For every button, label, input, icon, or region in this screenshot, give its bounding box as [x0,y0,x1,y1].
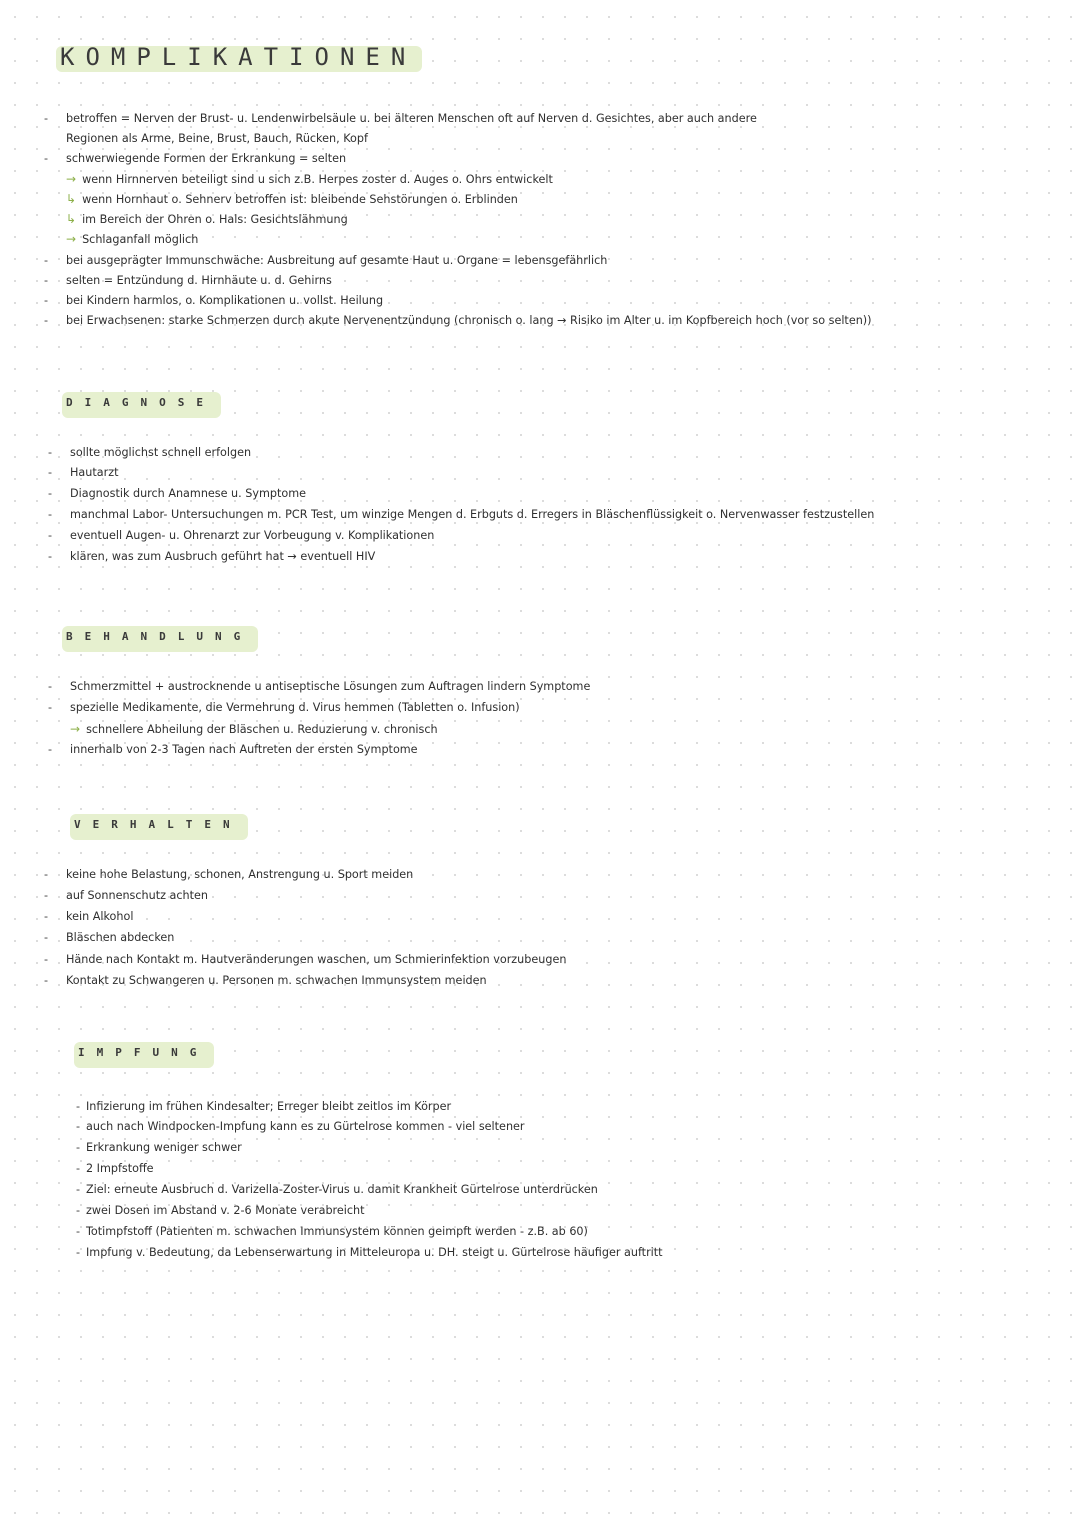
komplikationen-line-1: - betroffen = Nerven der Brust- u. Lendenwirbelsäule u. bei älteren Menschen oft auf Nerven d. Gesichtes, aber auch andere [66,112,757,126]
komplikationen-line-4-text: wenn Hirnnerven beteiligt sind u sich z.B. Herpes zoster d. Auges o. Ohrs entwickelt [82,173,553,186]
behandlung-line-3-text: schnellere Abheilung der Bläschen u. Reduzierung v. chronisch [86,723,438,736]
impfung-line-5: - Ziel: erneute Ausbruch d. Varizella-Zoster-Virus u. damit Krankheit Gürtelrose unterdrücken [86,1183,598,1197]
verhalten-line-5: - Hände nach Kontakt m. Hautveränderungen waschen, um Schmierinfektion vorzubeugen [66,953,566,967]
komplikationen-line-6-text: im Bereich der Ohren o. Hals: Gesichtslähmung [82,213,348,226]
diagnose-line-4: - manchmal Labor- Untersuchungen m. PCR Test, um winzige Mengen d. Erbguts d. Erregers in Bläschenflüssigkeit o. Nervenwasser festzustellen [70,508,874,522]
impfung-line-6: - zwei Dosen im Abstand v. 2-6 Monate verabreicht [86,1204,365,1218]
verhalten-line-1: - keine hohe Belastung, schonen, Anstrengung u. Sport meiden [66,868,413,882]
impfung-line-7: - Totimpfstoff (Patienten m. schwachen Immunsystem können geimpft werden - z.B. ab 60) [86,1225,588,1239]
komplikationen-line-5-text: wenn Hornhaut o. Sehnerv betroffen ist: bleibende Sehstörungen o. Erblinden [82,193,518,206]
diagnose-line-5: - eventuell Augen- u. Ohrenarzt zur Vorbeugung v. Komplikationen [70,529,434,543]
heading-impfung-text: IMPFUNG [78,1046,209,1059]
komplikationen-line-3: - schwerwiegende Formen der Erkrankung = selten [66,152,346,166]
impfung-line-3: - Erkrankung weniger schwer [86,1141,242,1155]
diagnose-line-6: - klären, was zum Ausbruch geführt hat → eventuell HIV [70,550,375,564]
behandlung-line-2: - spezielle Medikamente, die Vermehrung d. Virus hemmen (Tabletten o. Infusion) [70,701,520,715]
heading-impfung [78,1036,208,1070]
komplikationen-line-10: - bei Kindern harmlos, o. Komplikationen u. vollst. Heilung [66,294,383,308]
behandlung-line-4: - innerhalb von 2-3 Tagen nach Auftreten der ersten Symptome [70,743,418,757]
behandlung-line-3 [70,722,438,737]
komplikationen-line-2: Regionen als Arme, Beine, Brust, Bauch, Rücken, Kopf [66,132,368,145]
verhalten-line-6: - Kontakt zu Schwangeren u. Personen m. schwachen Immunsystem meiden [66,974,487,988]
arrow-right-icon: → [66,232,77,246]
arrow-right-icon: → [70,722,81,736]
heading-behandlung [66,620,252,654]
impfung-line-8: - Impfung v. Bedeutung, da Lebenserwartung in Mitteleuropa u. DH. steigt u. Gürtelrose häufiger auftritt [86,1246,663,1260]
komplikationen-line-11: - bei Erwachsenen: starke Schmerzen durch akute Nervenentzündung (chronisch o. lang → Risiko im Alter u. im Kopfbereich hoch (vor so selten)) [66,314,872,328]
komplikationen-line-6 [66,212,348,227]
diagnose-line-1: - sollte möglichst schnell erfolgen [70,446,251,460]
arrow-hook-icon: ↳ [66,212,77,226]
komplikationen-line-8: - bei ausgeprägter Immunschwäche: Ausbreitung auf gesamte Haut u. Organe = lebensgefährlich [66,254,607,268]
heading-verhalten-text: VERHALTEN [74,818,242,831]
heading-komplikationen [60,40,416,74]
arrow-right-icon: → [66,172,77,186]
heading-diagnose [66,386,215,420]
heading-diagnose-text: DIAGNOSE [66,396,215,409]
komplikationen-line-4 [66,172,553,187]
arrow-hook-icon: ↳ [66,192,77,206]
heading-behandlung-text: BEHANDLUNG [66,630,253,643]
heading-komplikationen-text: KOMPLIKATIONEN [60,43,417,71]
behandlung-line-1: - Schmerzmittel + austrocknende u antiseptische Lösungen zum Auftragen lindern Symptome [70,680,590,694]
impfung-line-2: - auch nach Windpocken-Impfung kann es zu Gürtelrose kommen - viel seltener [86,1120,525,1134]
verhalten-line-3: - kein Alkohol [66,910,133,924]
diagnose-line-2: - Hautarzt [70,466,118,480]
komplikationen-line-7 [66,232,198,247]
verhalten-line-4: - Bläschen abdecken [66,931,174,945]
verhalten-line-2: - auf Sonnenschutz achten [66,889,208,903]
heading-verhalten [74,808,242,842]
komplikationen-line-9: - selten = Entzündung d. Hirnhäute u. d. Gehirns [66,274,332,288]
komplikationen-line-5 [66,192,518,207]
komplikationen-line-7-text: Schlaganfall möglich [82,233,199,246]
impfung-line-1: - Infizierung im frühen Kindesalter; Erreger bleibt zeitlos im Körper [86,1100,451,1114]
diagnose-line-3: - Diagnostik durch Anamnese u. Symptome [70,487,306,501]
impfung-line-4: - 2 Impfstoffe [86,1162,154,1176]
